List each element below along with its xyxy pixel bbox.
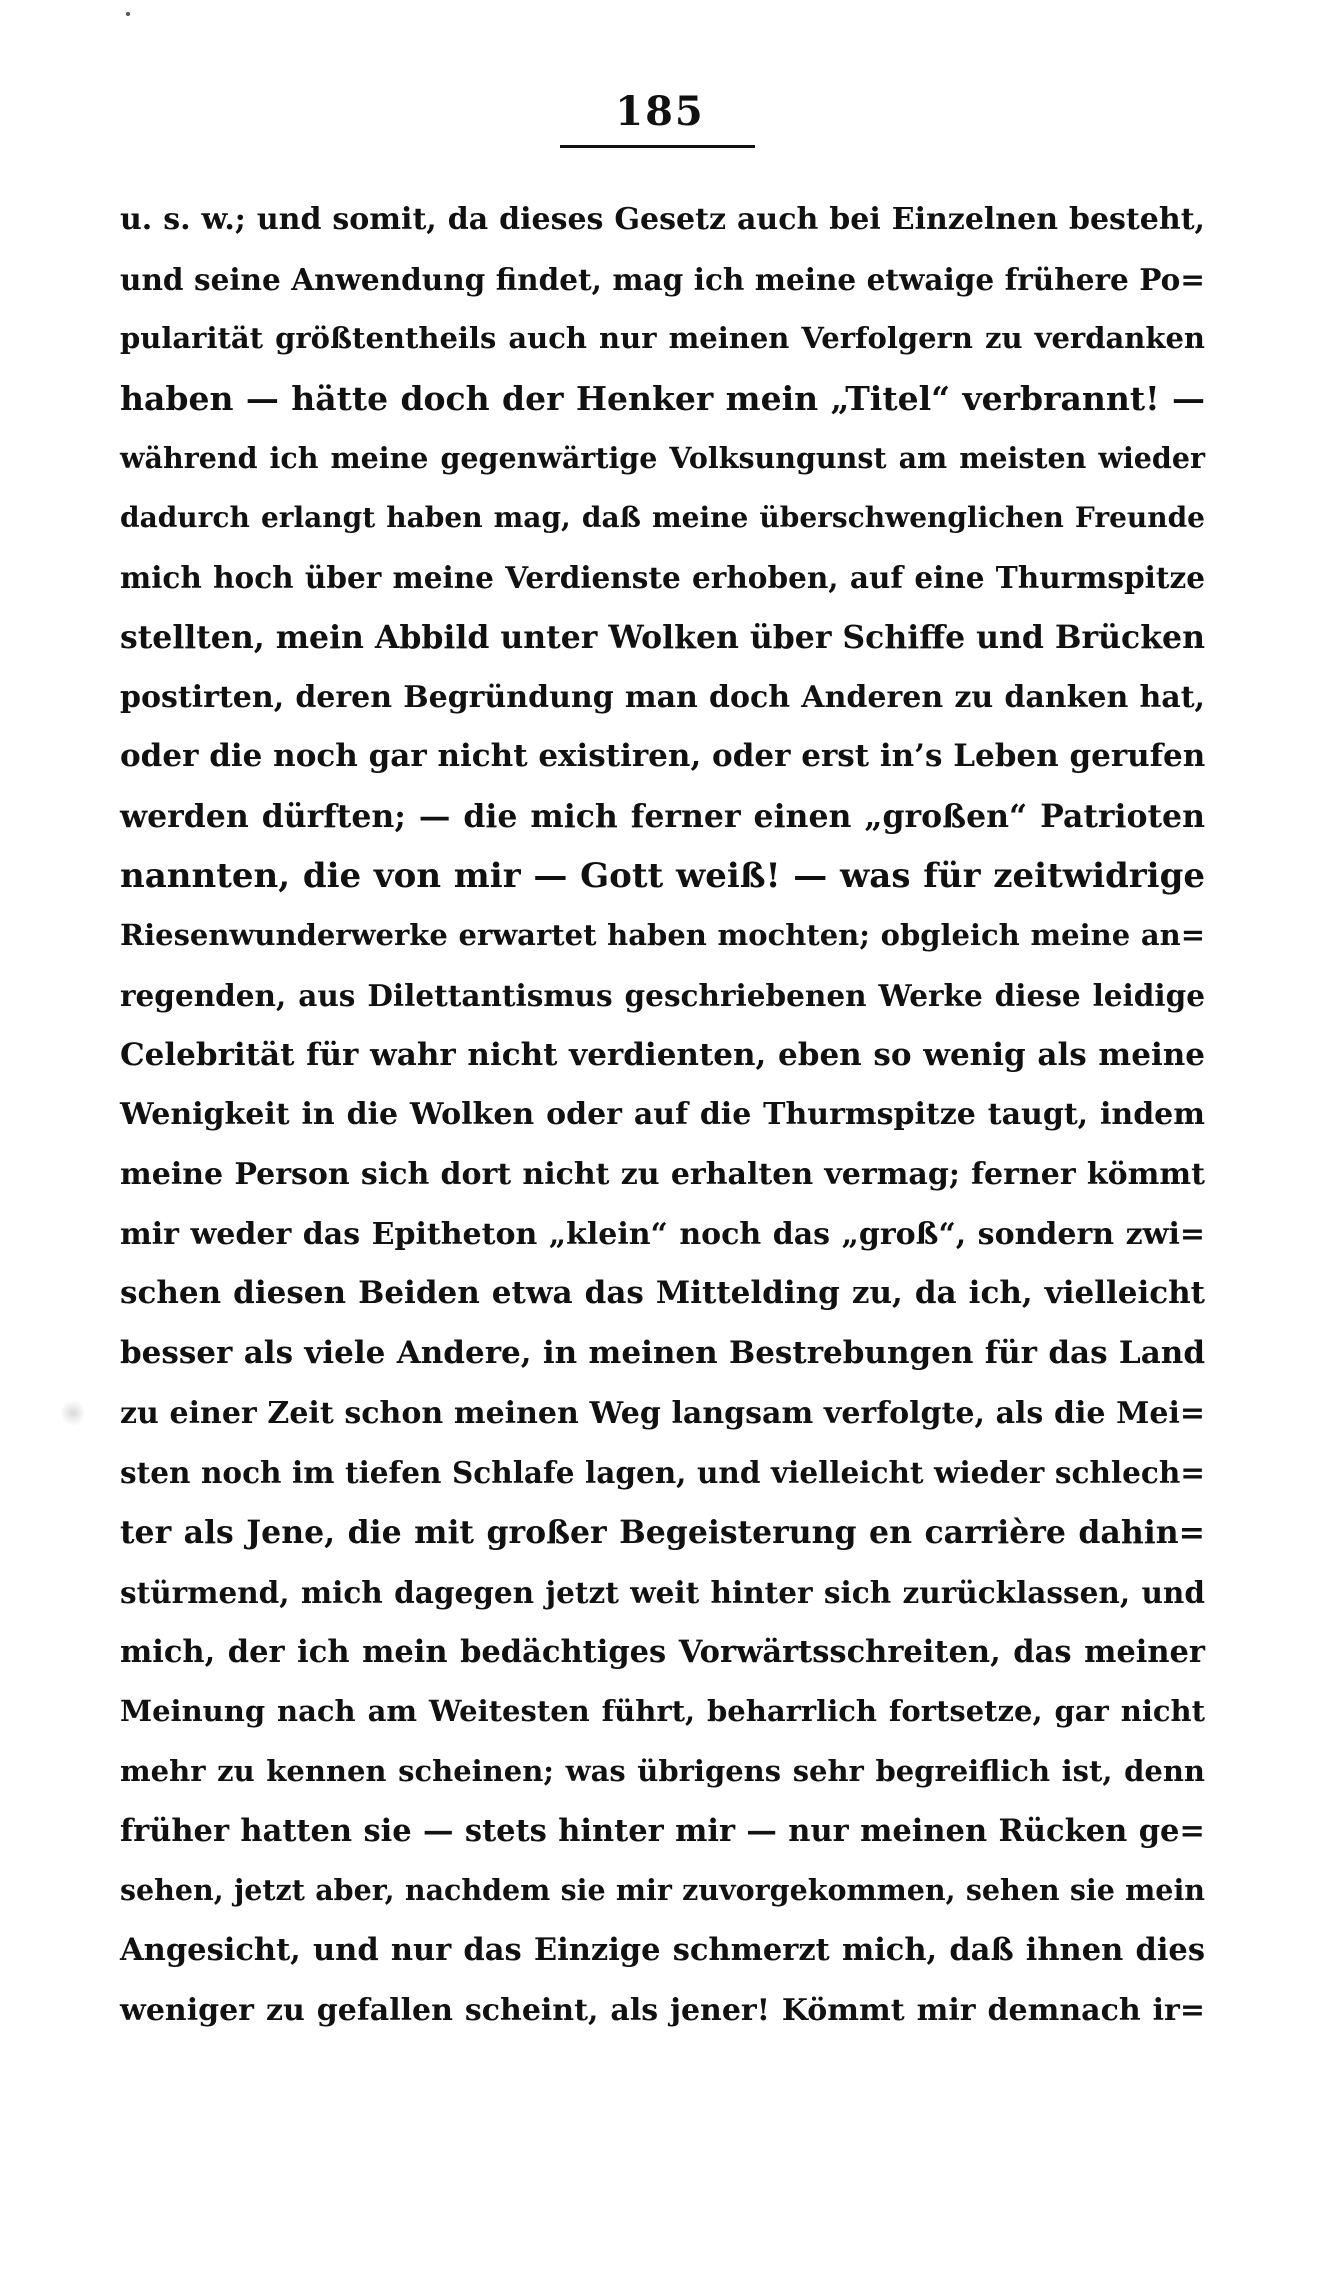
text-line: früher hatten sie — stets hinter mir — nur meinen Rücken ge= <box>120 1812 1205 1849</box>
text-line: stellten, mein Abbild unter Wolken über Schiffe und Brücken <box>120 618 1205 656</box>
text-line: mich, der ich mein bedächtiges Vorwärtsschreiten, das meiner <box>120 1633 1205 1670</box>
text-line: Meinung nach am Weitesten führt, beharrlich fortsetze, gar nicht <box>120 1694 1205 1729</box>
text-line: und seine Anwendung findet, mag ich meine etwaige frühere Po= <box>120 261 1205 297</box>
text-line: schen diesen Beiden etwa das Mittelding zu, da ich, vielleicht <box>120 1275 1205 1312</box>
text-line: postirten, deren Begründung man doch Anderen zu danken hat, <box>120 679 1205 715</box>
text-line: Riesenwunderwerke erwartet haben mochten; obgleich meine an= <box>120 918 1205 953</box>
text-line: mehr zu kennen scheinen; was übrigens sehr begreiflich ist, denn <box>120 1753 1205 1788</box>
page-number: 185 <box>615 88 705 135</box>
text-line: mich hoch über meine Verdienste erhoben, auf eine Thurmspitze <box>120 560 1205 596</box>
text-line: u. s. w.; und somit, da dieses Gesetz auch bei Einzelnen besteht, <box>120 202 1205 237</box>
text-line: ter als Jene, die mit großer Begeisterung en carrière dahin= <box>120 1514 1205 1552</box>
text-line: Wenigkeit in die Wolken oder auf die Thurmspitze taugt, indem <box>120 1097 1205 1133</box>
text-line: nannten, die von mir — Gott weiß! — was für zeitwidrige <box>120 855 1205 896</box>
text-line: besser als viele Andere, in meinen Bestrebungen für das Land <box>120 1335 1205 1372</box>
text-line: mir weder das Epitheton „klein“ noch das „groß“, sondern zwi= <box>120 1216 1205 1252</box>
text-line: zu einer Zeit schon meinen Weg langsam verfolgte, als die Mei= <box>120 1395 1205 1431</box>
text-line: während ich meine gegenwärtige Volksungunst am meisten wieder <box>120 440 1205 475</box>
header-rule <box>560 145 755 148</box>
text-line: oder die noch gar nicht existiren, oder erst in’s Leben gerufen <box>120 738 1206 775</box>
print-speck <box>126 12 130 16</box>
text-line: haben — hätte doch der Henker mein „Titel“ verbrannt! — <box>120 379 1205 419</box>
body-text <box>120 190 1205 2040</box>
text-line: weniger zu gefallen scheint, als jener! Kömmt mir demnach ir= <box>120 1992 1205 2028</box>
text-line: Celebrität für wahr nicht verdienten, eben so wenig als meine <box>120 1036 1205 1073</box>
text-line: meine Person sich dort nicht zu erhalten vermag; ferner kömmt <box>120 1157 1205 1192</box>
text-line: dadurch erlangt haben mag, daß meine überschwenglichen Freunde <box>120 501 1205 535</box>
text-line: pularität größtentheils auch nur meinen Verfolgern zu verdanken <box>120 321 1205 356</box>
text-line: regenden, aus Dilettantismus geschriebenen Werke diese leidige <box>120 977 1205 1013</box>
text-line: Angesicht, und nur das Einzige schmerzt mich, daß ihnen dies <box>120 1931 1205 1968</box>
paper-smudge <box>62 1398 84 1428</box>
text-line: stürmend, mich dagegen jetzt weit hinter sich zurücklassen, und <box>120 1574 1205 1610</box>
text-line: werden dürften; — die mich ferner einen „großen“ Patrioten <box>120 797 1205 835</box>
text-line: sten noch im tiefen Schlafe lagen, und vielleicht wieder schlech= <box>120 1455 1205 1491</box>
text-line: sehen, jetzt aber, nachdem sie mir zuvorgekommen, sehen sie mein <box>120 1873 1205 1908</box>
